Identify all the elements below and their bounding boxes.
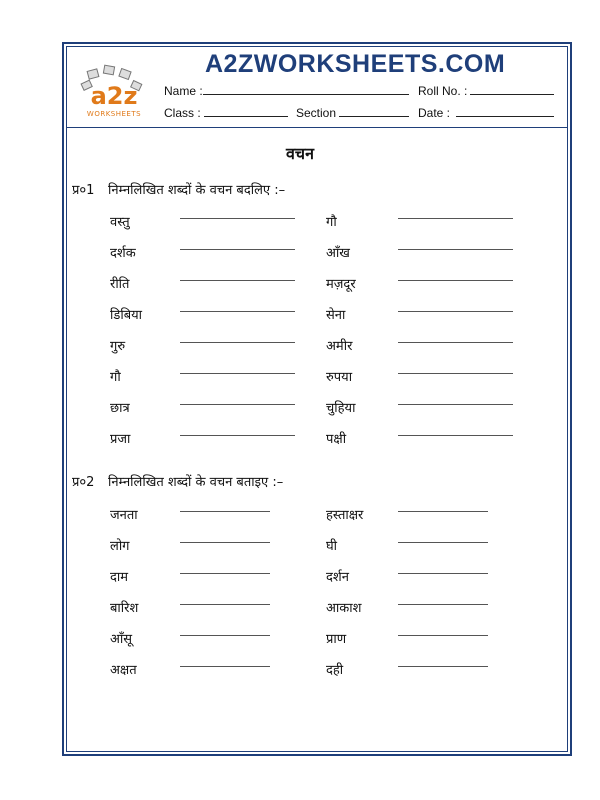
q1-right-word: चुहिया [326,401,356,416]
class-label: Class : [164,106,201,120]
q2-left-blank[interactable] [180,573,270,574]
q1-left-blank[interactable] [180,280,295,281]
q1-left-blank[interactable] [180,373,295,374]
q2-left-blank[interactable] [180,542,270,543]
q2-left-word: अक्षत [110,663,137,678]
q1-right-word: अमीर [326,339,353,354]
worksheet-title: वचन [286,144,314,163]
question-2 [72,472,283,490]
question-1-text: निम्नलिखित शब्दों के वचन बदलिए :– [108,183,286,198]
roll-label: Roll No. : [418,84,468,98]
question-2-number: प्र०2 [72,475,95,490]
class-field [164,106,288,120]
q1-right-word: आँख [326,246,350,261]
q2-left-word: दाम [110,570,129,585]
q1-right-word: पक्षी [326,432,347,447]
q2-right-word: दर्शन [326,570,349,585]
site-title: A2ZWORKSHEETS.COM [205,50,506,78]
q1-right-blank[interactable] [398,311,513,312]
q2-right-blank[interactable] [398,542,488,543]
q1-left-word: गुरु [110,339,126,354]
q1-left-word: वस्तु [110,215,130,230]
q1-right-blank[interactable] [398,280,513,281]
q1-left-blank[interactable] [180,342,295,343]
logo-text: a2z [90,82,138,110]
q2-right-word: आकाश [326,601,362,616]
question-1-number: प्र०1 [72,183,95,198]
q1-right-blank[interactable] [398,218,513,219]
q1-left-word: रीति [110,277,130,292]
q1-left-blank[interactable] [180,311,295,312]
q2-left-blank[interactable] [180,666,270,667]
q2-right-word: प्राण [326,632,347,647]
name-line[interactable] [203,84,409,95]
section-field [296,106,409,120]
q1-left-blank[interactable] [180,404,295,405]
q1-left-word: दर्शक [110,246,136,261]
q2-right-blank[interactable] [398,666,488,667]
q1-left-blank[interactable] [180,218,295,219]
date-label: Date : [418,106,451,120]
q2-right-word: घी [326,539,338,554]
q2-right-word: दही [326,663,344,678]
q2-left-word: बारिश [110,601,139,616]
q1-right-blank[interactable] [398,373,513,374]
q2-right-blank[interactable] [398,635,488,636]
q1-left-word: प्रजा [110,432,131,447]
q2-right-blank[interactable] [398,573,488,574]
q1-right-blank[interactable] [398,342,513,343]
date-field [418,106,554,120]
logo-subtext: WORKSHEETS [86,110,142,118]
q2-left-word: जनता [110,508,138,523]
q1-right-blank[interactable] [398,404,513,405]
a2z-logo [74,64,154,120]
q1-left-blank[interactable] [180,249,295,250]
q2-left-word: आँसू [110,632,133,647]
header-separator [67,127,567,128]
date-line[interactable] [456,106,554,117]
q1-left-word: छात्र [110,401,130,416]
name-label: Name : [164,84,203,98]
q1-right-blank[interactable] [398,249,513,250]
question-1 [72,180,285,198]
section-label: Section [296,106,337,120]
roll-field [418,84,554,98]
q1-left-word: डिबिया [110,308,143,323]
class-line[interactable] [204,106,288,117]
q1-left-word: गौ [110,370,121,385]
roll-line[interactable] [470,84,554,95]
q1-right-word: गौ [326,215,337,230]
question-2-text: निम्नलिखित शब्दों के वचन बताइए :– [108,475,284,490]
q1-right-word: मज़दूर [326,277,356,292]
q2-left-blank[interactable] [180,604,270,605]
q2-left-blank[interactable] [180,635,270,636]
q2-right-blank[interactable] [398,604,488,605]
q2-right-blank[interactable] [398,511,488,512]
q1-right-word: रुपया [326,370,353,385]
q1-left-blank[interactable] [180,435,295,436]
q2-right-word: हस्ताक्षर [326,508,364,523]
section-line[interactable] [339,106,409,117]
q1-right-word: सेना [326,308,346,323]
q2-left-blank[interactable] [180,511,270,512]
name-field [164,84,409,98]
q1-right-blank[interactable] [398,435,513,436]
q2-left-word: लोग [110,539,130,554]
